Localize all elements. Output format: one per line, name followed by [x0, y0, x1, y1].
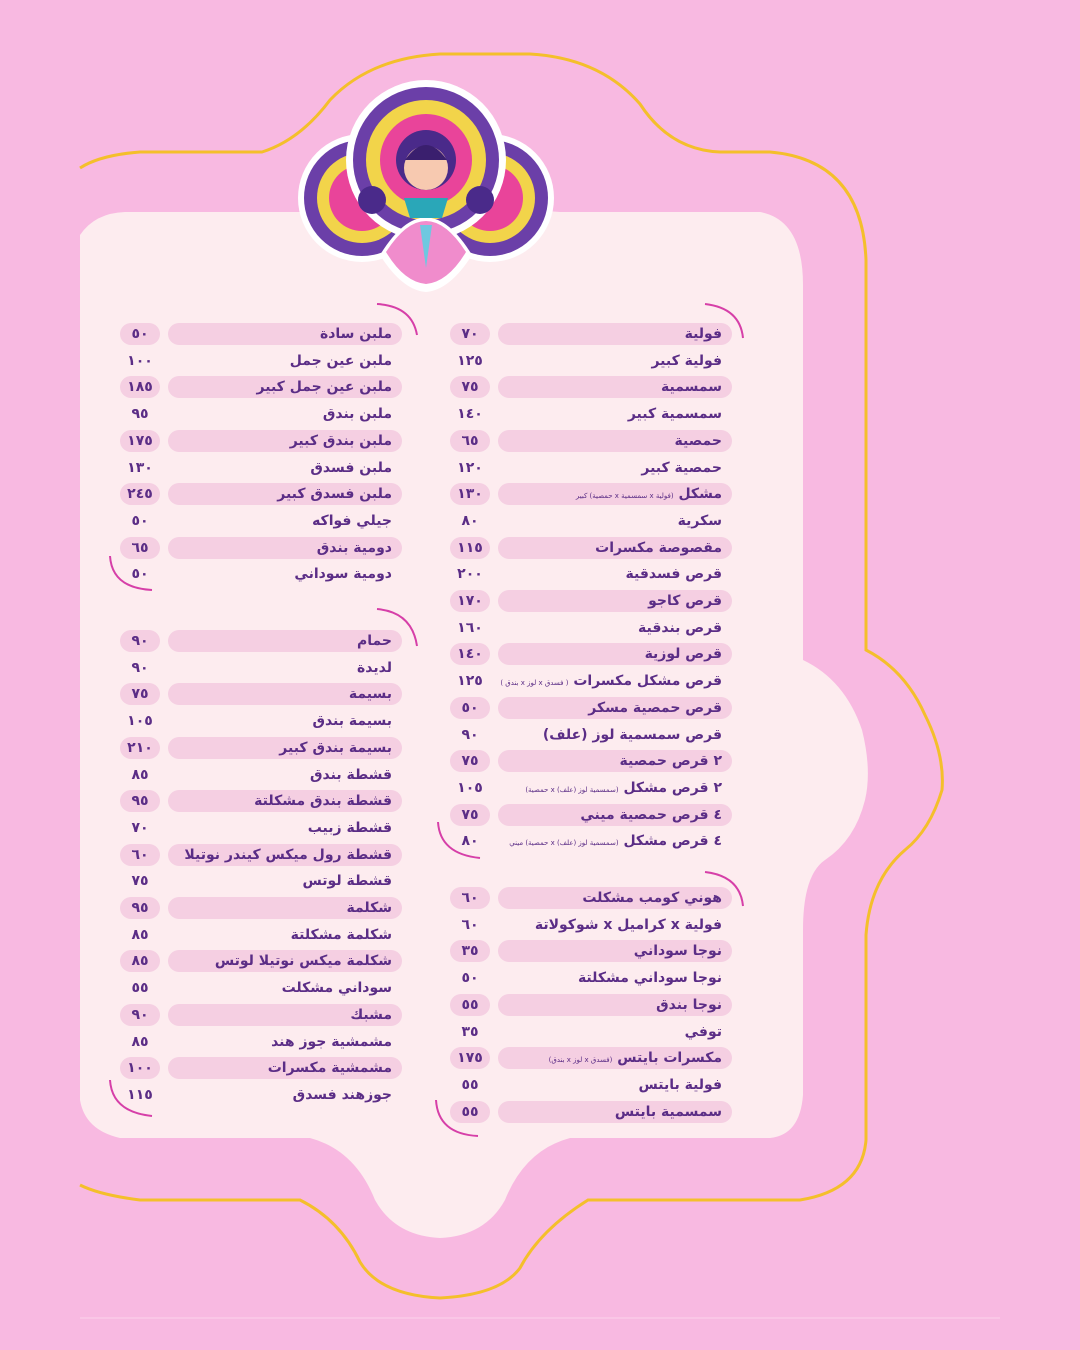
item-price: ٦٥	[461, 432, 479, 449]
item-name-text: فولية x كراميل x شوكولاتة	[534, 916, 722, 933]
menu-item	[120, 508, 402, 535]
item-name	[271, 1029, 392, 1056]
item-name-text: دومية بندق	[316, 539, 392, 556]
menu-item	[120, 708, 402, 735]
menu-item	[120, 735, 402, 762]
menu-item	[450, 401, 732, 428]
item-price: ١٤٠	[457, 406, 483, 423]
item-name-text: قشطة بندق	[310, 766, 392, 783]
menu-item	[120, 535, 402, 562]
item-note: (فسدق x لوز x بندق)	[548, 1056, 613, 1065]
menu-item	[120, 788, 402, 815]
item-price: ١٢٥	[457, 352, 483, 369]
item-name-text: مشكل	[678, 486, 722, 503]
item-price: ١١٥	[457, 539, 483, 556]
item-price: ١٠٥	[457, 779, 483, 796]
item-name-text: قرص سمسمية لوز (علف)	[542, 726, 722, 743]
item-name-text: قرص لوزية	[644, 646, 722, 663]
item-price: ١٤٠	[457, 646, 483, 663]
item-name	[578, 965, 722, 992]
item-name	[308, 815, 392, 842]
item-name	[648, 588, 722, 615]
item-name	[626, 561, 722, 588]
menu-item	[120, 428, 402, 455]
menu-item	[120, 561, 402, 588]
item-price: ٥٥	[461, 1076, 479, 1093]
item-name-text: ملبن بندق كبير	[289, 432, 392, 449]
item-price: ٦٠	[461, 890, 479, 906]
item-name-text: بسيمة بندق كبير	[279, 739, 392, 756]
menu-item	[120, 681, 402, 708]
item-name	[595, 535, 722, 562]
item-name-text: سوداني مشكلت	[281, 980, 392, 997]
item-name-text: ملبن عين جمل	[289, 352, 392, 369]
item-price: ٨٠	[461, 512, 479, 529]
item-name	[357, 628, 392, 655]
menu-item	[120, 842, 402, 869]
item-name-text: حمام	[357, 633, 392, 649]
item-note: (فولية x سمسمية x حمصية) كبير	[575, 492, 674, 501]
item-name-text: قشطة زبيب	[307, 819, 392, 836]
menu-item	[450, 561, 732, 588]
item-name	[323, 401, 392, 428]
item-name	[294, 561, 392, 588]
menu-item	[120, 321, 402, 348]
item-name-text: شكلمة مشكلتة	[290, 926, 392, 943]
item-name-text: لديدة	[357, 659, 392, 676]
item-price: ٣٥	[461, 943, 479, 960]
item-price: ٥٠	[131, 566, 149, 583]
item-name	[656, 992, 722, 1019]
item-name-text: ٤ قرص حمصية ميني	[580, 806, 722, 823]
item-price: ١٠٥	[127, 713, 153, 730]
item-name-text: قرص حمصية مسكر	[588, 699, 722, 716]
item-name-text: جيلي فواكه	[312, 512, 392, 529]
menu-item	[450, 321, 732, 348]
item-name-text: فولية بايتس	[638, 1076, 722, 1093]
item-name	[303, 868, 393, 895]
menu-item	[450, 588, 732, 615]
item-name	[638, 1072, 722, 1099]
item-name-text: ٢ قرص مشكل	[623, 779, 722, 796]
menu-item	[450, 348, 732, 375]
menu-item	[450, 641, 732, 668]
item-name	[685, 1019, 722, 1046]
menu-item	[450, 695, 732, 722]
item-name	[500, 668, 722, 695]
item-name	[290, 348, 392, 375]
menu-item	[450, 965, 732, 992]
item-price: ٦٥	[131, 539, 149, 556]
item-name	[320, 321, 392, 348]
item-name	[685, 321, 722, 348]
item-name-text: شكلمة ميكس نوتيلا لوتس	[214, 953, 392, 970]
item-price: ٩٠	[131, 633, 149, 649]
item-name-text: دومية سوداني	[294, 566, 392, 583]
item-price: ٩٠	[461, 726, 479, 743]
item-name	[215, 948, 392, 975]
item-price: ٧٥	[131, 686, 149, 703]
item-price: ١٢٥	[457, 673, 483, 690]
item-name	[293, 1082, 392, 1109]
item-name-text: سمسمية	[661, 379, 722, 396]
item-name	[638, 615, 722, 642]
item-name-text: قرص فسدقية	[625, 566, 722, 583]
menu-item	[120, 455, 402, 482]
menu-item	[120, 975, 402, 1002]
menu-item	[450, 374, 732, 401]
menu-item	[450, 775, 732, 802]
item-price: ٧٠	[461, 326, 479, 342]
menu-item	[120, 922, 402, 949]
item-price: ١٠٠	[127, 352, 153, 369]
menu-item	[120, 374, 402, 401]
item-price: ٣٥	[461, 1023, 479, 1040]
item-name	[317, 535, 392, 562]
item-price: ١٧٠	[457, 593, 483, 609]
item-name-text: مشمشية جوز هند	[271, 1033, 392, 1050]
menu-item	[120, 348, 402, 375]
menu-item	[450, 535, 732, 562]
menu-item	[120, 481, 402, 508]
item-price: ٩٥	[131, 793, 149, 810]
item-name	[282, 975, 392, 1002]
menu-item	[450, 1019, 732, 1046]
menu-item	[450, 885, 732, 912]
item-name	[357, 655, 392, 682]
item-name-text: نوجا سوداني	[633, 943, 722, 960]
item-name-text: مشمشية مكسرات	[267, 1060, 392, 1077]
item-name	[279, 735, 392, 762]
item-name	[582, 885, 722, 912]
menu-item	[450, 481, 732, 508]
item-name-text: حمصية	[674, 432, 722, 449]
item-name-text: ملبن فسدق كبير	[277, 486, 392, 503]
menu-item	[450, 455, 732, 482]
item-name-text: نوجا سوداني مشكلتة	[577, 970, 722, 987]
item-price: ٧٥	[461, 753, 479, 770]
item-price: ٩٠	[131, 659, 149, 676]
menu-section-left-top	[120, 321, 402, 588]
menu-item	[450, 722, 732, 749]
menu-item	[120, 1082, 402, 1109]
item-price: ٧٥	[131, 873, 149, 890]
item-price: ٢٤٥	[127, 486, 153, 503]
item-price: ٧٥	[461, 806, 479, 823]
menu-item	[450, 615, 732, 642]
item-name-text: فولية كبير	[651, 352, 722, 369]
item-price: ٥٠	[461, 699, 479, 716]
item-name-text: سمسمية كبير	[627, 406, 722, 423]
item-name	[509, 828, 722, 855]
item-name-text: قشطة رول ميكس كيندر نوتيلا	[184, 846, 392, 863]
item-name-text: قشطة بندق مشكلتة	[254, 793, 392, 810]
item-price: ٨٥	[131, 766, 149, 783]
item-price: ٩٥	[131, 406, 149, 423]
item-name-text: ملبن عين جمل كبير	[256, 379, 392, 396]
item-name	[675, 428, 722, 455]
item-name	[678, 508, 722, 535]
item-price: ٢٠٠	[457, 566, 483, 583]
menu-section-right-bottom	[450, 885, 732, 1125]
item-name	[310, 455, 392, 482]
item-price: ٨٥	[131, 926, 149, 943]
item-price: ٨٥	[131, 953, 149, 970]
item-name	[349, 681, 392, 708]
item-name-text: حمصية كبير	[641, 459, 722, 476]
menu-item	[450, 992, 732, 1019]
item-name-text: ٢ قرص حمصية	[619, 753, 722, 770]
menu-item	[450, 828, 732, 855]
menu-item	[120, 895, 402, 922]
menu-item	[120, 1055, 402, 1082]
menu-section-right-top	[450, 321, 732, 855]
item-price: ٥٥	[131, 980, 149, 997]
item-price: ٥٠	[131, 512, 149, 529]
menu-item	[450, 508, 732, 535]
item-name-text: قرص كاجو	[648, 593, 722, 609]
item-price: ٥٠	[461, 970, 479, 987]
menu-item	[450, 1045, 732, 1072]
menu-item	[450, 668, 732, 695]
item-name-text: مكسرات بايتس	[617, 1050, 722, 1067]
item-name	[641, 455, 722, 482]
menu-item	[450, 1072, 732, 1099]
item-name	[312, 708, 392, 735]
item-name	[661, 374, 722, 401]
item-name	[277, 481, 392, 508]
item-price: ١٢٠	[457, 459, 483, 476]
item-name-text: سمسمية بايتس	[614, 1103, 722, 1120]
item-price: ١٧٥	[127, 432, 153, 449]
item-name	[290, 428, 392, 455]
item-name	[257, 374, 392, 401]
menu-item	[120, 762, 402, 789]
menu-item	[450, 802, 732, 829]
menu-item	[120, 1002, 402, 1029]
item-name	[525, 775, 722, 802]
menu-item	[120, 868, 402, 895]
item-name	[549, 1045, 722, 1072]
item-name-text: ٤ قرص مشكل	[623, 833, 722, 850]
item-name	[543, 722, 722, 749]
item-price: ٧٠	[131, 819, 149, 836]
item-name-text: مشبك	[350, 1006, 392, 1023]
item-name-text: سكرية	[677, 512, 722, 529]
item-price: ١٨٥	[127, 379, 153, 396]
item-name	[291, 922, 392, 949]
menu-item	[120, 655, 402, 682]
menu-item	[120, 948, 402, 975]
item-price: ٩٥	[131, 900, 149, 916]
menu-item	[120, 815, 402, 842]
item-price: ٩٠	[131, 1006, 149, 1023]
item-price: ١٣٠	[127, 459, 153, 476]
item-name-text: قرص بندقية	[637, 619, 722, 636]
item-price: ١٠٠	[127, 1060, 153, 1077]
menu-item	[450, 748, 732, 775]
item-name-text: هوني كومب مشكلت	[582, 890, 722, 906]
item-name-text: قرص مشكل مكسرات	[573, 673, 722, 690]
item-price: ١٧٥	[457, 1050, 483, 1067]
item-name	[615, 1099, 722, 1126]
item-name	[312, 508, 392, 535]
item-note: (سمسمية لوز (علف) x حمصية)	[525, 785, 619, 794]
item-name-text: توفي	[684, 1023, 722, 1040]
item-name	[588, 695, 722, 722]
item-name	[184, 842, 392, 869]
item-name	[310, 762, 392, 789]
item-price: ١٦٠	[457, 619, 483, 636]
item-price: ١٣٠	[457, 486, 483, 503]
item-price: ٢١٠	[127, 739, 153, 756]
item-name-text: بسيمة بندق	[312, 713, 392, 730]
item-name-text: جوزهند فسدق	[292, 1086, 392, 1103]
item-price: ٦٠	[461, 916, 479, 933]
menu-item	[120, 628, 402, 655]
item-name	[535, 912, 722, 939]
menu-section-left-bottom	[120, 628, 402, 1109]
item-name	[576, 481, 722, 508]
item-name-text: ملبن فسدق	[310, 459, 392, 476]
item-price: ٥٥	[461, 1103, 479, 1120]
menu-item	[450, 1099, 732, 1126]
item-name-text: شكلمة	[346, 900, 392, 916]
item-name	[350, 1002, 392, 1029]
item-name	[620, 748, 722, 775]
item-name-text: نوجا بندق	[656, 996, 722, 1013]
item-price: ٧٥	[461, 379, 479, 396]
item-name-text: فولية	[684, 326, 722, 342]
item-name	[580, 802, 722, 829]
item-name	[628, 401, 722, 428]
item-name	[347, 895, 393, 922]
menu-item	[450, 428, 732, 455]
item-name-text: مقصوصة مكسرات	[595, 539, 722, 556]
item-price: ٦٠	[131, 846, 149, 863]
item-name-text: قشطة لوتس	[302, 873, 392, 890]
item-name	[634, 938, 722, 965]
item-name-text: ملبن سادة	[319, 326, 392, 342]
item-note: (سمسمية لوز (علف) x حمصية) ميني	[509, 839, 619, 848]
item-note: ( فسدق x لوز x بندق )	[500, 679, 569, 688]
item-price: ٨٠	[461, 833, 479, 850]
item-price: ٥٠	[131, 326, 149, 342]
item-price: ٥٥	[461, 996, 479, 1013]
item-price: ٨٥	[131, 1033, 149, 1050]
menu-item	[450, 938, 732, 965]
menu-item	[120, 401, 402, 428]
menu-item	[450, 912, 732, 939]
menu-item	[120, 1029, 402, 1056]
item-name-text: بسيمة	[348, 686, 392, 703]
item-name-text: ملبن بندق	[322, 406, 392, 423]
item-name	[268, 1055, 392, 1082]
item-name	[645, 641, 722, 668]
item-name	[254, 788, 392, 815]
item-price: ١١٥	[127, 1086, 153, 1103]
item-name	[651, 348, 722, 375]
